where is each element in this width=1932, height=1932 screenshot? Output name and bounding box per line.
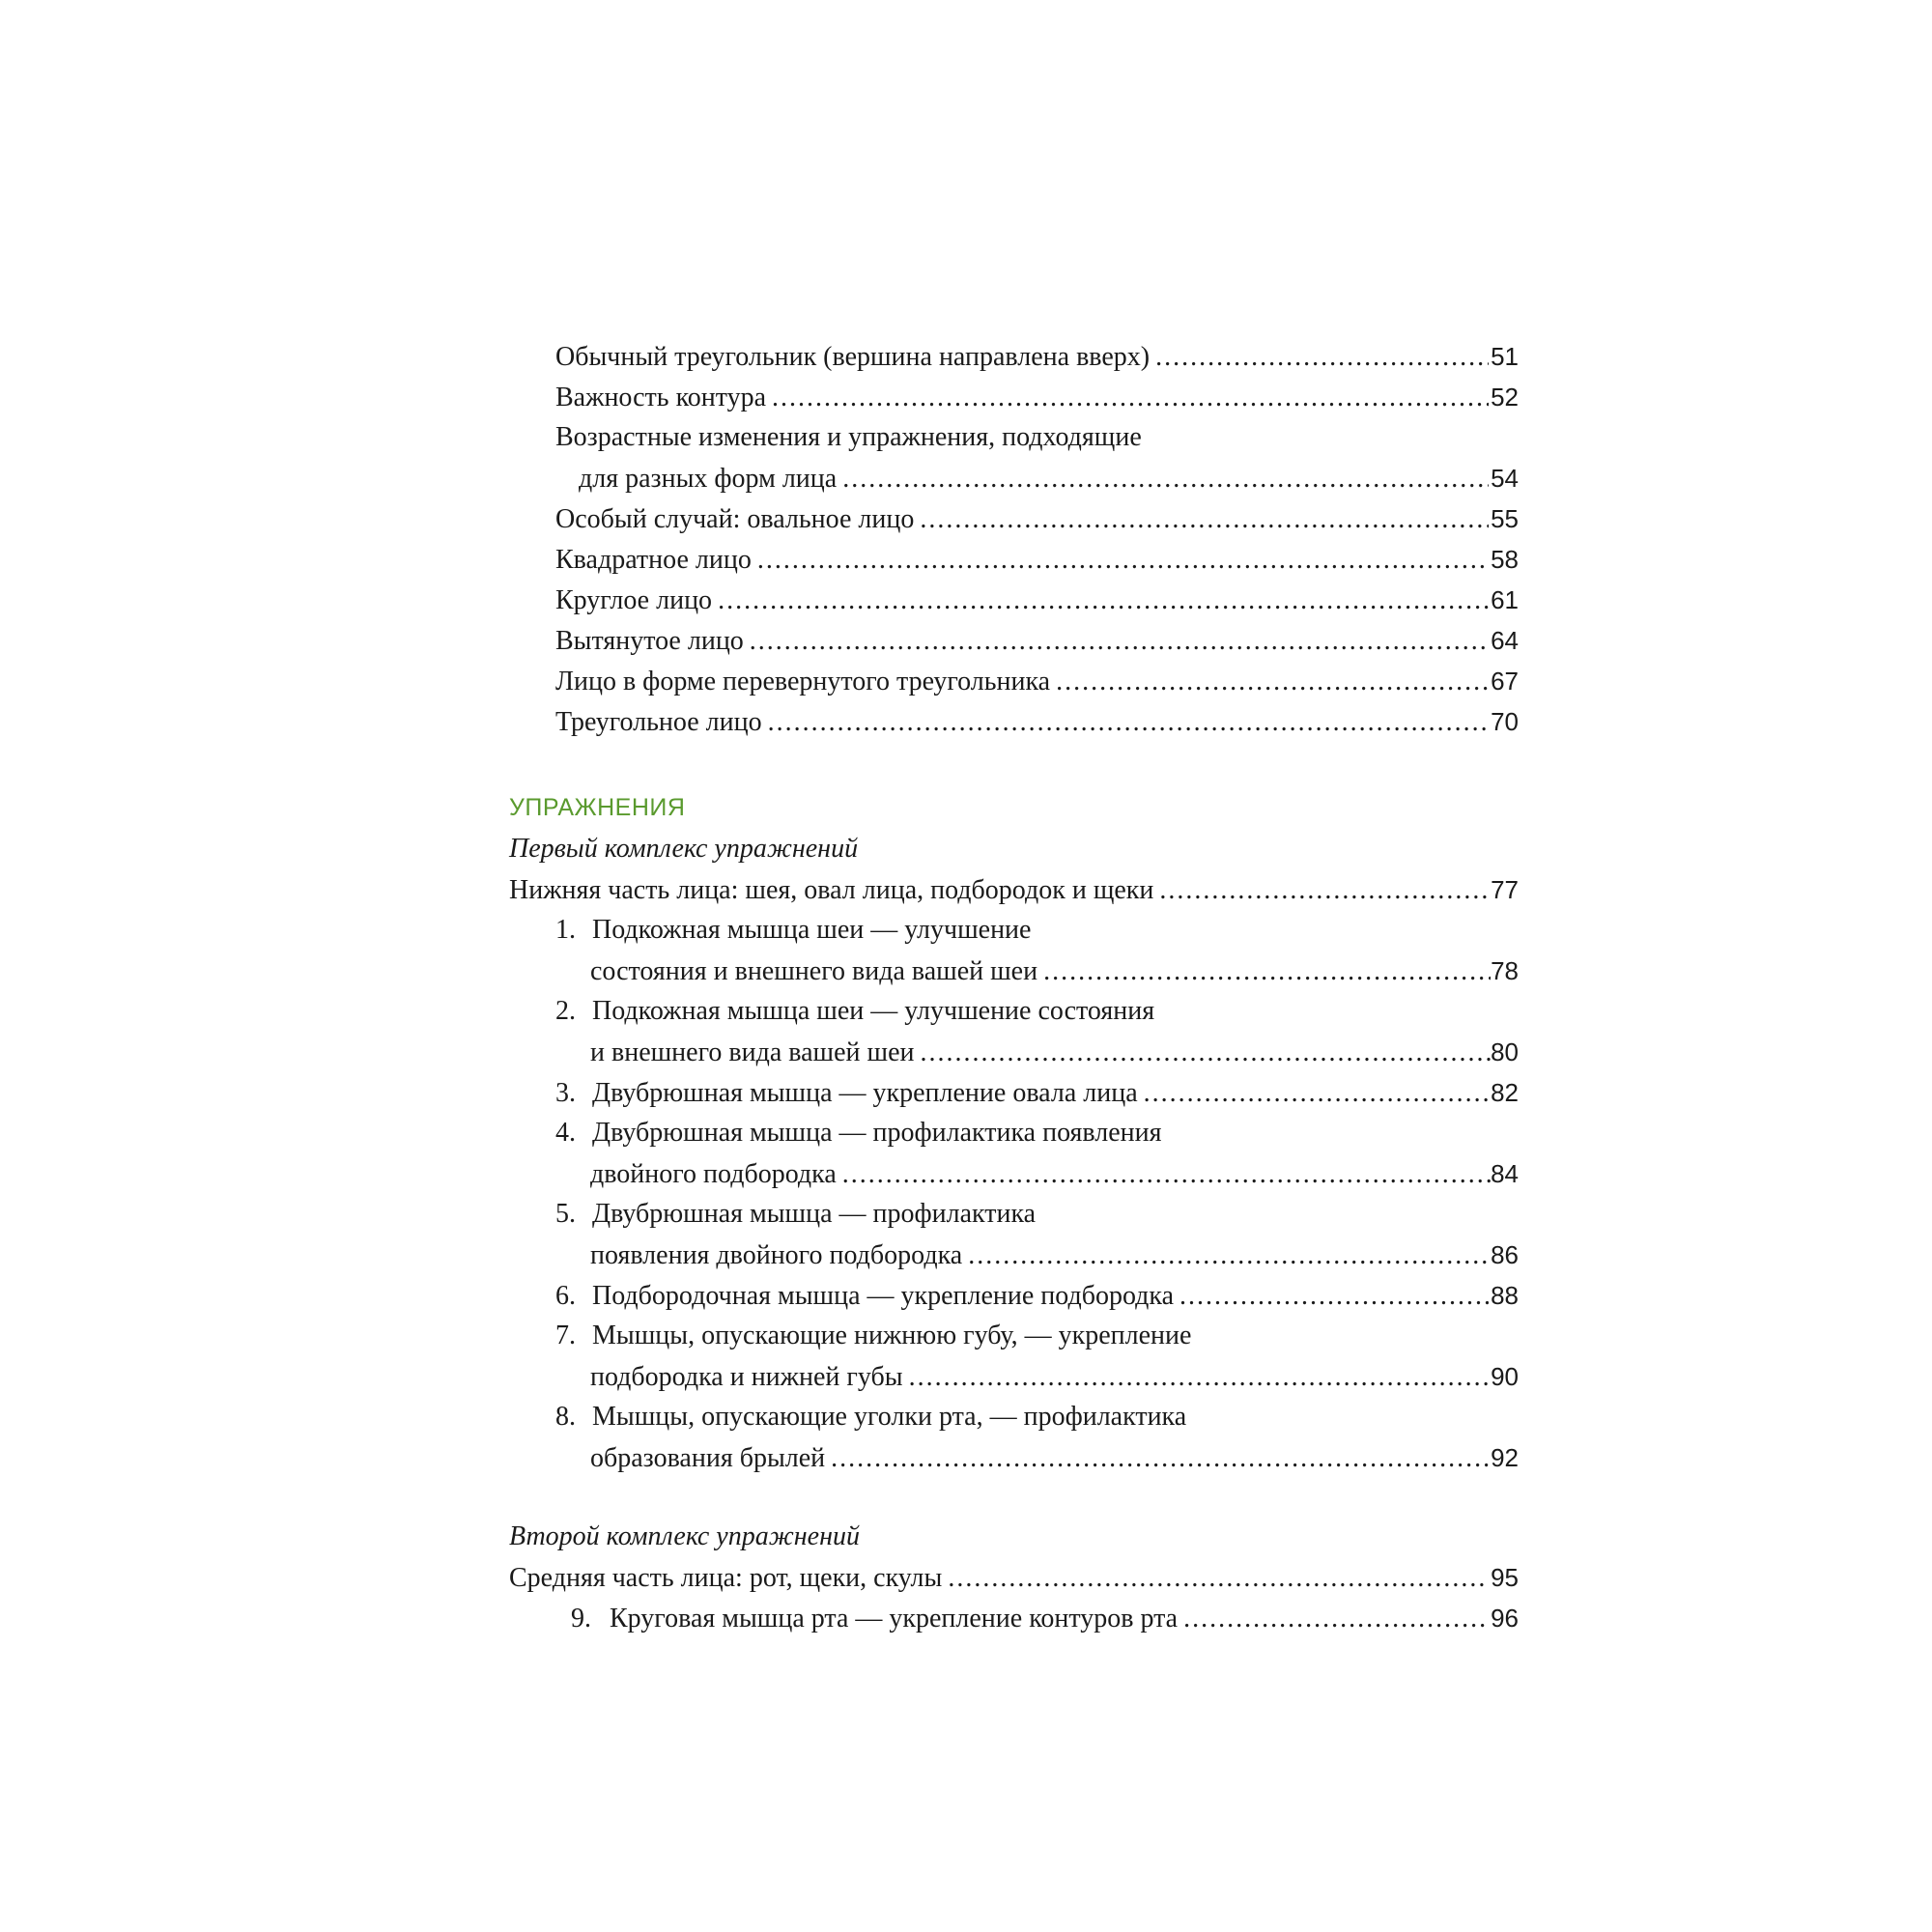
entry-number: 4.	[555, 1118, 576, 1148]
toc-entry[interactable]	[509, 1437, 1519, 1478]
entry-title: образования брылей	[590, 1443, 826, 1473]
entry-title: Вытянутое лицо	[555, 626, 744, 656]
page-number: 52	[1491, 383, 1519, 412]
entry-title: Особый случай: овальное лицо	[555, 504, 915, 534]
dot-leader	[1144, 1073, 1489, 1114]
toc-entry[interactable]	[509, 458, 1519, 498]
entry-title: для разных форм лица	[579, 464, 838, 494]
entry-number: 8.	[555, 1402, 576, 1432]
toc-entry[interactable]	[509, 1356, 1519, 1397]
toc-entry[interactable]	[509, 869, 1519, 910]
subsection-heading: Второй комплекс упражнений	[509, 1521, 860, 1551]
subsection-heading: Первый комплекс упражнений	[509, 834, 859, 864]
toc-entry[interactable]	[509, 377, 1519, 417]
entry-number: 5.	[555, 1199, 576, 1229]
entry-title: Средняя часть лица: рот, щеки, скулы	[509, 1563, 943, 1593]
toc-entry[interactable]	[509, 620, 1519, 661]
page-number: 70	[1491, 707, 1519, 736]
dot-leader	[718, 581, 1489, 621]
toc-entry-line1[interactable]	[509, 991, 1519, 1032]
entry-title: Квадратное лицо	[555, 545, 752, 575]
page-number: 82	[1491, 1078, 1519, 1107]
toc-entry[interactable]	[509, 1275, 1519, 1316]
dot-leader	[750, 621, 1489, 662]
page-number: 55	[1491, 504, 1519, 533]
entry-title: Важность контура	[555, 383, 767, 412]
dot-leader	[842, 1154, 1491, 1195]
dot-leader	[948, 1558, 1489, 1599]
entry-title: Возрастные изменения и упражнения, подходящие	[555, 422, 1142, 452]
entry-title: Подкожная мышца шеи — улучшение состояния	[592, 996, 1155, 1026]
dot-leader	[1179, 1276, 1489, 1317]
toc-entry[interactable]	[509, 1032, 1519, 1072]
entry-title: и внешнего вида вашей шеи	[590, 1037, 915, 1067]
toc-entry[interactable]	[509, 701, 1519, 742]
page-number: 92	[1491, 1443, 1519, 1472]
toc-entry-line1[interactable]	[509, 1113, 1519, 1153]
page-number: 64	[1491, 626, 1519, 655]
dot-leader	[1159, 870, 1489, 911]
page-number: 77	[1491, 875, 1519, 904]
toc-entry[interactable]	[509, 1557, 1519, 1598]
dot-leader	[768, 702, 1489, 743]
toc-entry-line1[interactable]	[509, 910, 1519, 951]
entry-title: Круглое лицо	[555, 585, 713, 615]
entry-title: Треугольное лицо	[555, 707, 762, 737]
page-number: 96	[1491, 1604, 1519, 1633]
dot-leader	[1155, 337, 1489, 378]
page-number: 61	[1491, 585, 1519, 614]
dot-leader	[842, 459, 1489, 499]
entry-title: Двубрюшная мышца — профилактика	[592, 1199, 1037, 1229]
dot-leader	[920, 499, 1489, 540]
toc-entry[interactable]	[509, 1072, 1519, 1113]
page-number: 51	[1491, 342, 1519, 371]
entry-number: 2.	[555, 996, 576, 1026]
dot-leader	[831, 1438, 1491, 1479]
page-number: 95	[1491, 1563, 1519, 1592]
toc-entry[interactable]	[509, 1598, 1519, 1638]
table-of-contents	[509, 336, 1519, 1638]
toc-entry[interactable]	[509, 336, 1519, 377]
entry-title: Нижняя часть лица: шея, овал лица, подбородок и щеки	[509, 875, 1154, 905]
dot-leader	[757, 540, 1489, 581]
page-number: 88	[1491, 1281, 1519, 1310]
entry-title: Мышцы, опускающие нижнюю губу, — укрепление	[592, 1321, 1192, 1350]
entry-title: Двубрюшная мышца — укрепление овала лица	[592, 1078, 1138, 1108]
dot-leader	[1043, 952, 1491, 992]
entry-number: 9.	[571, 1604, 591, 1634]
toc-entry-line1[interactable]	[509, 1316, 1519, 1356]
entry-title: подбородка и нижней губы	[590, 1362, 903, 1392]
entry-title: Обычный треугольник (вершина направлена вверх)	[555, 342, 1151, 372]
dot-leader	[1183, 1599, 1489, 1639]
dot-leader	[968, 1236, 1491, 1276]
page-number: 84	[1491, 1159, 1519, 1188]
toc-entry[interactable]	[509, 580, 1519, 620]
toc-entry[interactable]	[509, 951, 1519, 991]
toc-entry[interactable]	[509, 1153, 1519, 1194]
entry-number: 6.	[555, 1281, 576, 1311]
entry-title: Лицо в форме перевернутого треугольника	[555, 667, 1051, 696]
page-number: 58	[1491, 545, 1519, 574]
toc-entry[interactable]	[509, 539, 1519, 580]
entry-title: двойного подбородка	[590, 1159, 837, 1189]
toc-entry[interactable]	[509, 498, 1519, 539]
section-heading: УПРАЖНЕНИЯ	[509, 794, 686, 821]
toc-entry[interactable]	[509, 1235, 1519, 1275]
page-number: 54	[1491, 464, 1519, 493]
entry-title: состояния и внешнего вида вашей шеи	[590, 956, 1038, 986]
entry-title: появления двойного подбородка	[590, 1240, 963, 1270]
entry-number: 1.	[555, 915, 576, 945]
entry-title: Мышцы, опускающие уголки рта, — профилактика	[592, 1402, 1187, 1432]
entry-number: 3.	[555, 1078, 576, 1108]
toc-entry[interactable]	[509, 661, 1519, 701]
dot-leader	[909, 1357, 1491, 1398]
entry-title: Подкожная мышца шеи — улучшение	[592, 915, 1032, 945]
page-number: 78	[1491, 956, 1519, 985]
page-number: 90	[1491, 1362, 1519, 1391]
toc-entry-line1[interactable]	[509, 1194, 1519, 1235]
entry-number: 7.	[555, 1321, 576, 1350]
entry-title: Двубрюшная мышца — профилактика появления	[592, 1118, 1162, 1148]
entry-title: Подбородочная мышца — укрепление подбородка	[592, 1281, 1175, 1311]
toc-entry-line1[interactable]	[509, 1397, 1519, 1437]
page-number: 86	[1491, 1240, 1519, 1269]
dot-leader	[1056, 662, 1489, 702]
page-number: 80	[1491, 1037, 1519, 1066]
dot-leader	[920, 1033, 1491, 1073]
dot-leader	[772, 378, 1489, 418]
entry-title: Круговая мышца рта — укрепление контуров рта	[610, 1604, 1179, 1634]
page-number: 67	[1491, 667, 1519, 696]
toc-entry-line1[interactable]	[509, 417, 1519, 458]
